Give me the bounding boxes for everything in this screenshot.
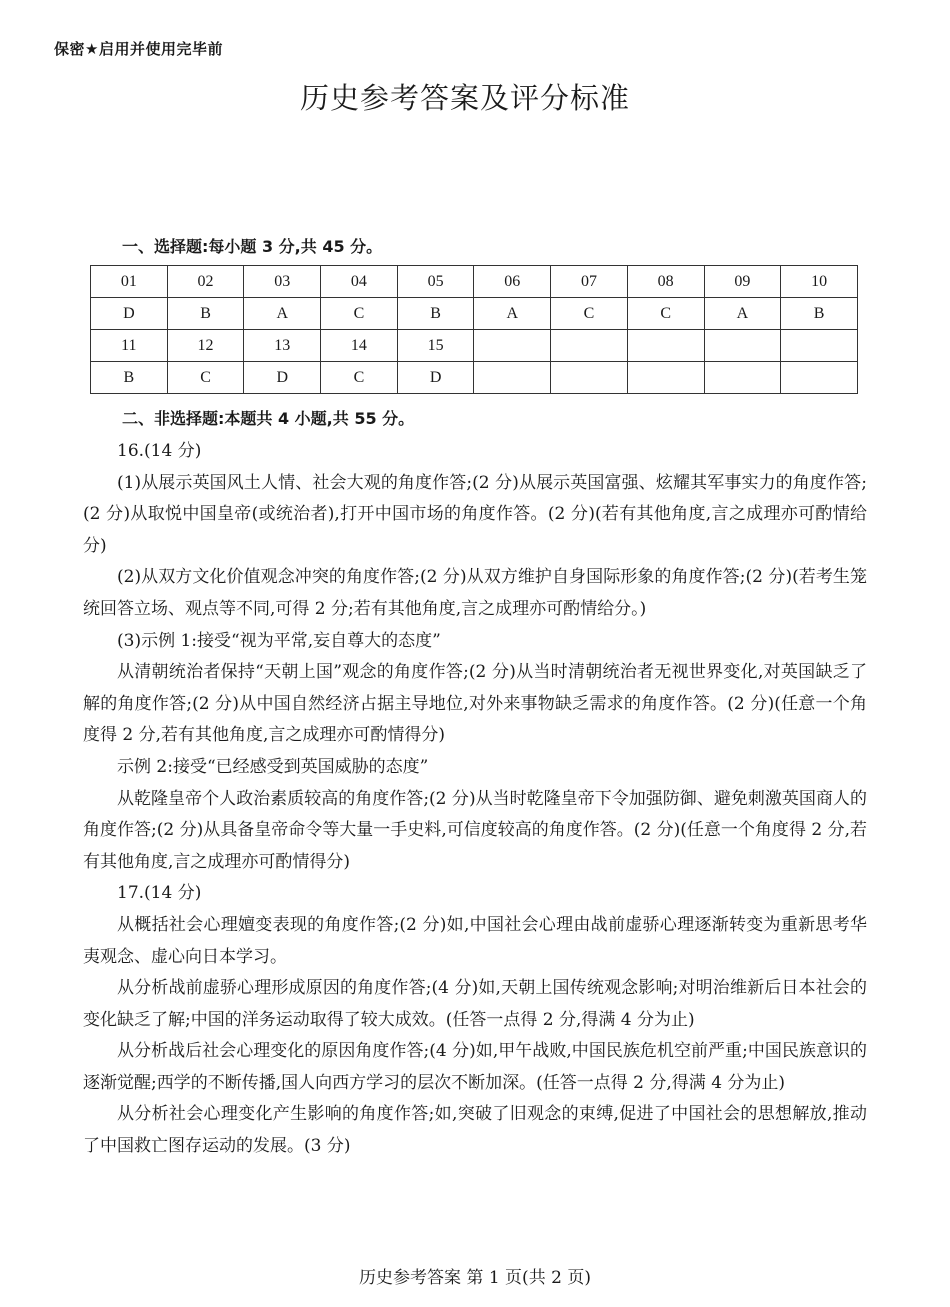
question-number-cell: 05 (397, 266, 474, 298)
question-number-cell: 02 (167, 266, 244, 298)
answer-cell: A (474, 298, 551, 330)
table-row (91, 298, 858, 330)
answer-paragraph: 从乾隆皇帝个人政治素质较高的角度作答;(2 分)从当时乾隆皇帝下令加强防御、避免刺激英国商人的角度作答;(2 分)从具备皇帝命令等大量一手史料,可信度较高的角度作答。(2 分)(任意一个角度得 2 分,若有其他角度,言之成理亦可酌情得分) (83, 788, 867, 872)
answer-paragraph: 16.(14 分) (117, 441, 202, 461)
question-number-cell: 01 (91, 266, 168, 298)
answer-cell: C (321, 362, 398, 394)
question-number-cell: 03 (244, 266, 321, 298)
table-row (91, 362, 858, 394)
answer-paragraph: 从清朝统治者保持“天朝上国”观念的角度作答;(2 分)从当时清朝统治者无视世界变化,对英国缺乏了解的角度作答;(2 分)从中国自然经济占据主导地位,对外来事物缺乏需求的角度作答。(2 分)(任意一个角度得 2 分,若有其他角度,言之成理亦可酌情得分) (83, 662, 867, 746)
question-number-cell (474, 330, 551, 362)
answer-paragraph: (3)示例 1:接受“视为平常,妄自尊大的态度” (117, 630, 441, 651)
answer-paragraph: 示例 2:接受“已经感受到英国威胁的态度” (117, 756, 429, 777)
answer-cell (627, 362, 704, 394)
question-number-cell: 09 (704, 266, 781, 298)
table-row (91, 266, 858, 298)
question-number-cell: 08 (627, 266, 704, 298)
answer-cell (474, 362, 551, 394)
answer-cell: C (627, 298, 704, 330)
answer-paragraph: 17.(14 分) (117, 883, 202, 904)
question-number-cell (627, 330, 704, 362)
section-1-heading: 一、选择题:每小题 3 分,共 45 分。 (122, 237, 383, 256)
answer-paragraph: 从概括社会心理嬗变表现的角度作答;(2 分)如,中国社会心理由战前虚骄心理逐渐转变为重新思考华夷观念、虚心向日本学习。 (83, 914, 867, 967)
question-number-cell: 15 (397, 330, 474, 362)
question-number-cell: 12 (167, 330, 244, 362)
answer-paragraph: (1)从展示英国风土人情、社会大观的角度作答;(2 分)从展示英国富强、炫耀其军事实力的角度作答;(2 分)从取悦中国皇帝(或统治者),打开中国市场的角度作答。(2 分)(若有其他角度,言之成理亦可酌情给分) (83, 472, 867, 556)
question-number-cell (704, 330, 781, 362)
answer-cell (704, 362, 781, 394)
question-number-cell: 04 (321, 266, 398, 298)
confidential-label: 保密★启用并使用完毕前 (54, 40, 223, 58)
question-number-cell: 11 (91, 330, 168, 362)
answer-cell: C (167, 362, 244, 394)
section-2-heading: 二、非选择题:本题共 4 小题,共 55 分。 (122, 409, 415, 428)
answer-paragraph: (2)从双方文化价值观念冲突的角度作答;(2 分)从双方维护自身国际形象的角度作答;(2 分)(若考生笼统回答立场、观点等不同,可得 2 分;若有其他角度,言之成理亦可酌情给分。) (83, 567, 867, 619)
answer-cell: C (321, 298, 398, 330)
page-title: 历史参考答案及评分标准 (299, 81, 630, 115)
answer-paragraph: 从分析战后社会心理变化的原因角度作答;(4 分)如,甲午战败,中国民族危机空前严重;中国民族意识的逐渐觉醒;西学的不断传播,国人向西方学习的层次不断加深。(任答一点得 2 分,得满 4 分为止) (83, 1041, 867, 1093)
question-number-cell (551, 330, 628, 362)
answer-cell: D (91, 298, 168, 330)
answer-cell: B (397, 298, 474, 330)
answer-table (90, 265, 858, 394)
answer-cell: B (91, 362, 168, 394)
answer-paragraph: 从分析战前虚骄心理形成原因的角度作答;(4 分)如,天朝上国传统观念影响;对明治维新后日本社会的变化缺乏了解;中国的洋务运动取得了较大成效。(任答一点得 2 分,得满 4 分为止) (83, 978, 867, 1030)
question-number-cell: 10 (781, 266, 858, 298)
answer-cell: A (704, 298, 781, 330)
table-row (91, 330, 858, 362)
answer-cell: C (551, 298, 628, 330)
answer-cell: D (244, 362, 321, 394)
question-number-cell: 06 (474, 266, 551, 298)
answer-cell: A (244, 298, 321, 330)
question-number-cell: 14 (321, 330, 398, 362)
question-number-cell: 13 (244, 330, 321, 362)
question-number-cell (781, 330, 858, 362)
answer-cell: B (167, 298, 244, 330)
answer-cell: B (781, 298, 858, 330)
answer-paragraph: 从分析社会心理变化产生影响的角度作答;如,突破了旧观念的束缚,促进了中国社会的思想解放,推动了中国救亡图存运动的发展。(3 分) (83, 1104, 867, 1157)
question-number-cell: 07 (551, 266, 628, 298)
answer-cell: D (397, 362, 474, 394)
answer-body-text (83, 436, 867, 1163)
answer-cell (781, 362, 858, 394)
page-footer: 历史参考答案 第 1 页(共 2 页) (359, 1268, 591, 1288)
answer-cell (551, 362, 628, 394)
